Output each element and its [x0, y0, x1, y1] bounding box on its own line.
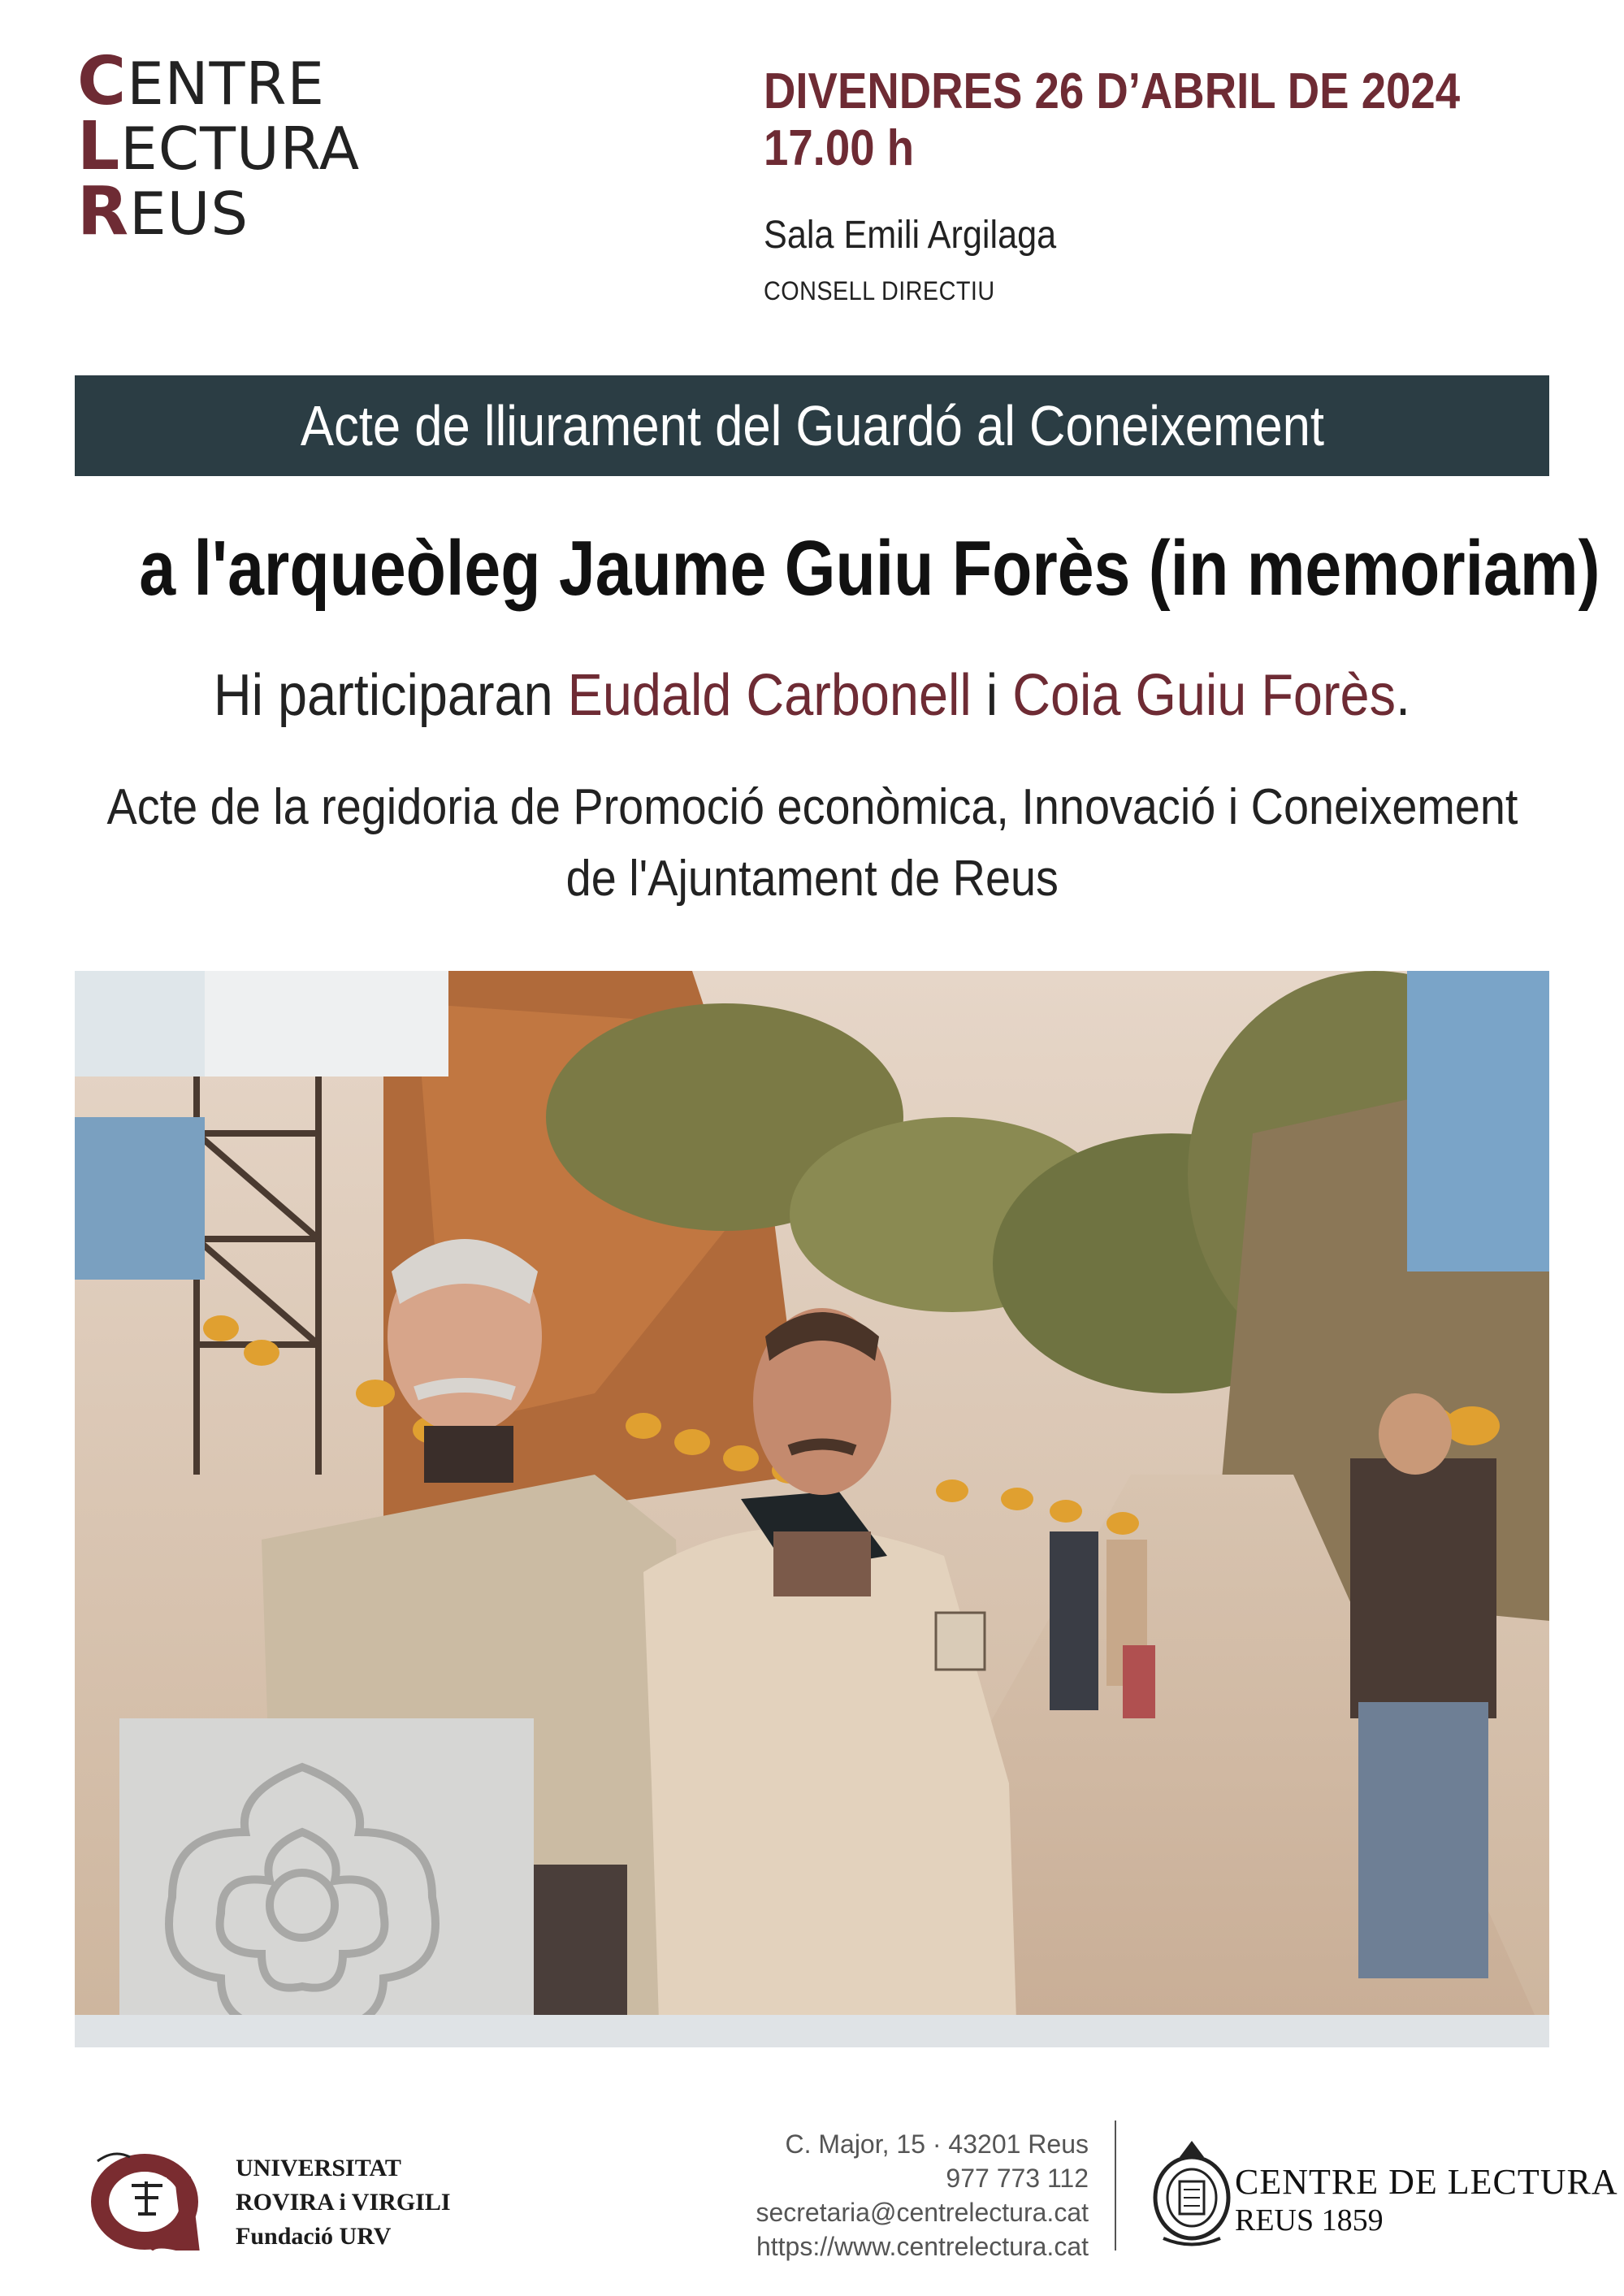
address-phone: 977 773 112	[946, 2164, 1089, 2193]
logo-initial-l: L	[77, 108, 121, 185]
centre-lectura-reus-logo	[77, 43, 361, 250]
logo-rest-2: ECTURA	[120, 115, 361, 183]
organizing-body	[0, 772, 1624, 915]
participant-name-1: Eudald Carbonell	[567, 663, 972, 728]
urv-line-1: UNIVERSITAT	[236, 2155, 401, 2181]
cdl-title: CENTRE DE LECTURA	[1235, 2162, 1618, 2202]
participants-prefix: Hi participaran	[213, 663, 568, 728]
logo-line-2	[77, 108, 361, 185]
logo-initial-c: C	[77, 43, 128, 120]
participants-connector: i	[971, 663, 1013, 728]
commemorative-photo	[75, 971, 1549, 2047]
cdl-subtitle: REUS 1859	[1235, 2203, 1384, 2238]
photo-illustration	[75, 971, 1549, 2047]
centre-de-lectura-seal	[1147, 2137, 1236, 2251]
event-date: DIVENDRES 26 D’ABRIL DE 2024	[764, 63, 1461, 119]
event-datetime	[764, 63, 1460, 177]
logo-line-1	[77, 43, 353, 120]
logo-initial-r: R	[77, 173, 130, 250]
seal-icon	[1147, 2137, 1236, 2251]
urv-line-3: Fundació URV	[236, 2223, 392, 2250]
event-venue: Sala Emili Argilaga	[764, 214, 1057, 257]
participants-line	[0, 662, 1624, 729]
participants-suffix: .	[1396, 663, 1411, 728]
banner-text: Acte de lliurament del Guardó al Coneixement	[300, 394, 1324, 457]
participant-name-2: Coia Guiu Forès	[1012, 663, 1397, 728]
award-title	[0, 524, 1624, 613]
logo-line-3	[77, 173, 353, 250]
urv-line-2: ROVIRA i VIRGILI	[236, 2189, 451, 2216]
urv-emblem-icon	[81, 2145, 203, 2251]
address-street: C. Major, 15 · 43201 Reus	[785, 2129, 1089, 2159]
event-organizer: CONSELL DIRECTIU	[764, 276, 995, 305]
address-website[interactable]: https://www.centrelectura.cat	[756, 2232, 1089, 2261]
address-email[interactable]: secretaria@centrelectura.cat	[756, 2198, 1089, 2227]
urv-logo	[81, 2145, 203, 2251]
headline-banner	[75, 375, 1549, 476]
urv-name	[236, 2151, 451, 2254]
logo-rest-1: ENTRE	[127, 50, 326, 118]
centre-de-lectura-name	[1235, 2161, 1618, 2238]
organizing-line-2: de l'Ajuntament de Reus	[565, 851, 1059, 907]
contact-address	[650, 2127, 1089, 2264]
logo-rest-3: EUS	[129, 180, 249, 248]
event-time: 17.00 h	[764, 120, 915, 176]
award-title-text: a l'arqueòleg Jaume Guiu Forès (in memoriam)	[139, 525, 1600, 612]
organizing-line-1: Acte de la regidoria de Promoció econòmica, Innovació i Coneixement	[106, 779, 1518, 835]
footer-divider	[1115, 2121, 1116, 2251]
